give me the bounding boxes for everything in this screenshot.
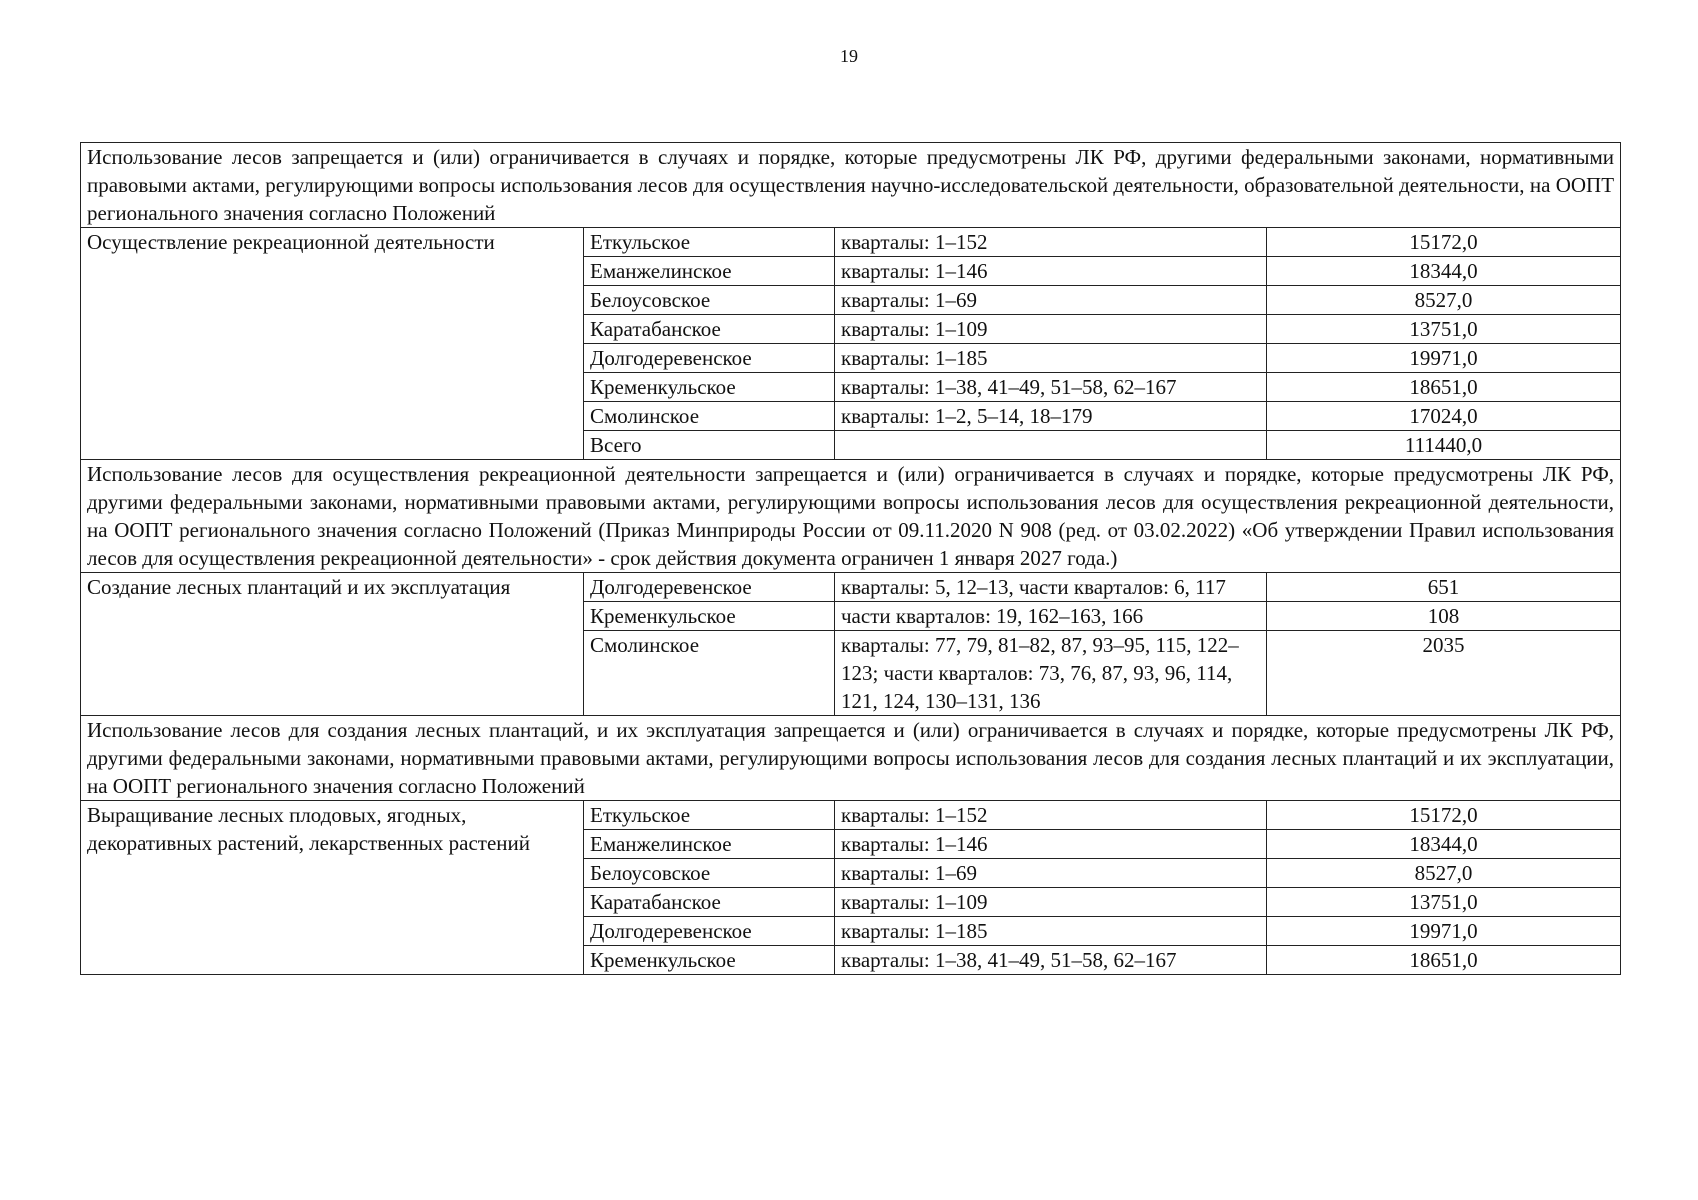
forestry-cell: Белоусовское (584, 859, 835, 888)
forestry-cell: Еткульское (584, 801, 835, 830)
activity-label: Создание лесных плантаций и их эксплуатация (81, 573, 584, 716)
quarters-cell: кварталы: 1–69 (835, 286, 1267, 315)
quarters-cell: кварталы: 1–146 (835, 257, 1267, 286)
area-cell: 13751,0 (1267, 315, 1621, 344)
activity-label: Осуществление рекреационной деятельности (81, 228, 584, 460)
table-row (81, 573, 1621, 602)
forestry-cell: Еманжелинское (584, 830, 835, 859)
quarters-cell: кварталы: 5, 12–13, части кварталов: 6, 117 (835, 573, 1267, 602)
quarters-cell: кварталы: 1–185 (835, 917, 1267, 946)
forestry-cell: Белоусовское (584, 286, 835, 315)
quarters-cell: кварталы: 1–146 (835, 830, 1267, 859)
note-text: Использование лесов для создания лесных плантаций, и их эксплуатация запрещается и (или) ограничивается в случаях и порядке, которые предусмотрены ЛК РФ, другими федеральными законами, нормативными правовыми актами, регулирующими вопросы использования лесов для создания лесных плантаций и их эксплуатации, на ООПТ регионального значения согласно Положений (81, 716, 1621, 801)
quarters-cell: кварталы: 1–152 (835, 801, 1267, 830)
area-cell: 18344,0 (1267, 257, 1621, 286)
area-cell: 108 (1267, 602, 1621, 631)
activity-label: Выращивание лесных плодовых, ягодных, декоративных растений, лекарственных растений (81, 801, 584, 975)
area-cell: 19971,0 (1267, 917, 1621, 946)
area-cell: 17024,0 (1267, 402, 1621, 431)
area-cell: 111440,0 (1267, 431, 1621, 460)
area-cell: 18651,0 (1267, 946, 1621, 975)
quarters-cell: кварталы: 1–38, 41–49, 51–58, 62–167 (835, 373, 1267, 402)
quarters-cell: кварталы: 1–109 (835, 888, 1267, 917)
area-cell: 651 (1267, 573, 1621, 602)
forestry-cell: Каратабанское (584, 888, 835, 917)
forestry-cell: Смолинское (584, 402, 835, 431)
area-cell: 15172,0 (1267, 228, 1621, 257)
note-text: Использование лесов запрещается и (или) ограничивается в случаях и порядке, которые предусмотрены ЛК РФ, другими федеральными законами, нормативными правовыми актами, регулирующими вопросы использования лесов для осуществления научно-исследовательской деятельности, образовательной деятельности, на ООПТ регионального значения согласно Положений (81, 143, 1621, 228)
area-cell: 19971,0 (1267, 344, 1621, 373)
quarters-cell: кварталы: 1–109 (835, 315, 1267, 344)
forestry-cell: Всего (584, 431, 835, 460)
area-cell: 2035 (1267, 631, 1621, 716)
note-row (81, 143, 1621, 228)
forestry-cell: Смолинское (584, 631, 835, 716)
table-row (81, 801, 1621, 830)
quarters-cell: кварталы: 1–38, 41–49, 51–58, 62–167 (835, 946, 1267, 975)
page-number: 19 (840, 46, 858, 66)
area-cell: 13751,0 (1267, 888, 1621, 917)
forestry-cell: Еткульское (584, 228, 835, 257)
quarters-cell: кварталы: 1–2, 5–14, 18–179 (835, 402, 1267, 431)
quarters-cell: кварталы: 1–69 (835, 859, 1267, 888)
forestry-cell: Кременкульское (584, 373, 835, 402)
quarters-cell: кварталы: 1–152 (835, 228, 1267, 257)
forest-use-table (80, 142, 1621, 975)
area-cell: 18651,0 (1267, 373, 1621, 402)
forestry-cell: Кременкульское (584, 946, 835, 975)
area-cell: 8527,0 (1267, 859, 1621, 888)
note-text: Использование лесов для осуществления рекреационной деятельности запрещается и (или) ограничивается в случаях и порядке, которые предусмотрены ЛК РФ, другими федеральными законами, нормативными правовыми актами, регулирующими вопросы использования лесов для осуществления рекреационной деятельности, на ООПТ регионального значения согласно Положений (Приказ Минприроды России от 09.11.2020 N 908 (ред. от 03.02.2022) «Об утверждении Правил использования лесов для осуществления рекреационной деятельности» - срок действия документа ограничен 1 января 2027 года.) (81, 460, 1621, 573)
forestry-cell: Долгодеревенское (584, 344, 835, 373)
area-cell: 15172,0 (1267, 801, 1621, 830)
forestry-cell: Еманжелинское (584, 257, 835, 286)
area-cell: 8527,0 (1267, 286, 1621, 315)
forestry-cell: Долгодеревенское (584, 917, 835, 946)
area-cell: 18344,0 (1267, 830, 1621, 859)
forestry-cell: Долгодеревенское (584, 573, 835, 602)
forestry-cell: Каратабанское (584, 315, 835, 344)
quarters-cell: кварталы: 1–185 (835, 344, 1267, 373)
note-row (81, 716, 1621, 801)
note-row (81, 460, 1621, 573)
table-row (81, 228, 1621, 257)
quarters-cell (835, 431, 1267, 460)
quarters-cell: кварталы: 77, 79, 81–82, 87, 93–95, 115, 122–123; части кварталов: 73, 76, 87, 93, 96, 114, 121, 124, 130–131, 136 (835, 631, 1267, 716)
forestry-cell: Кременкульское (584, 602, 835, 631)
quarters-cell: части кварталов: 19, 162–163, 166 (835, 602, 1267, 631)
